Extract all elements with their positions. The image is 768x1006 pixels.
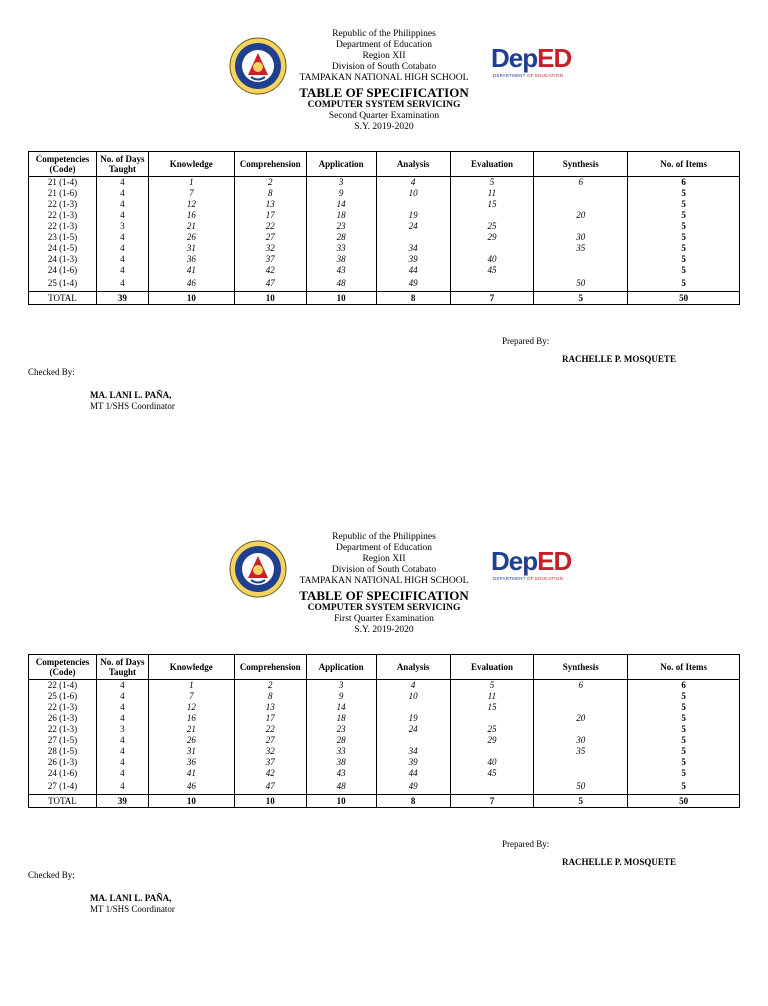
column-header: Evaluation — [450, 655, 534, 680]
checker-title: MT 1/SHS Coordinator — [90, 401, 175, 411]
table-row — [29, 757, 740, 768]
school-line: TAMPAKAN NATIONAL HIGH SCHOOL — [299, 73, 469, 83]
table-cell: 17 — [234, 713, 306, 724]
table-cell — [450, 779, 534, 795]
table-cell: 8 — [234, 691, 306, 702]
table-cell: 31 — [148, 243, 234, 254]
table-cell — [534, 221, 628, 232]
preparer-name: RACHELLE P. MOSQUETE — [562, 354, 676, 364]
column-header: Evaluation — [450, 152, 534, 177]
table-row — [29, 243, 740, 254]
table-cell: 5 — [628, 713, 740, 724]
table-cell: 30 — [534, 232, 628, 243]
table-cell: 5 — [628, 746, 740, 757]
table-cell: 22 (1-4) — [29, 680, 97, 692]
table-cell: 12 — [148, 702, 234, 713]
total-cell: 10 — [234, 292, 306, 305]
table-cell: 47 — [234, 779, 306, 795]
table-cell: 4 — [96, 210, 148, 221]
table-cell: 9 — [306, 188, 376, 199]
table-cell: 5 — [628, 779, 740, 795]
column-header: Knowledge — [148, 655, 234, 680]
table-cell — [450, 746, 534, 757]
republic-line: Republic of the Philippines — [332, 29, 436, 39]
table-cell — [534, 691, 628, 702]
table-row — [29, 221, 740, 232]
total-cell: 7 — [450, 795, 534, 808]
table-cell: 26 — [148, 735, 234, 746]
checker-name: MA. LANI L. PAÑA, — [90, 390, 172, 400]
table-cell: 49 — [376, 779, 450, 795]
table-cell: 8 — [234, 188, 306, 199]
column-header: No. of Days Taught — [96, 152, 148, 177]
document-header — [0, 29, 768, 133]
table-cell: 50 — [534, 276, 628, 292]
department-line: Department of Education — [335, 543, 433, 553]
table-row — [29, 188, 740, 199]
table-row — [29, 779, 740, 795]
table-cell — [534, 757, 628, 768]
checked-by-label: Checked By: — [28, 367, 75, 377]
table-cell: 22 (1-3) — [29, 221, 97, 232]
table-row — [29, 768, 740, 779]
table-cell: 35 — [534, 746, 628, 757]
checker-title: MT 1/SHS Coordinator — [90, 904, 175, 914]
table-cell: 38 — [306, 757, 376, 768]
table-cell: 23 (1-5) — [29, 232, 97, 243]
column-header: Knowledge — [148, 152, 234, 177]
table-row — [29, 713, 740, 724]
table-cell — [534, 265, 628, 276]
table-cell: 18 — [306, 713, 376, 724]
table-cell: 24 (1-5) — [29, 243, 97, 254]
table-cell: 10 — [376, 188, 450, 199]
table-cell: 5 — [628, 276, 740, 292]
table-cell: 26 (1-3) — [29, 757, 97, 768]
table-header-row — [29, 152, 740, 177]
table-cell: 5 — [628, 735, 740, 746]
prepared-by-label: Prepared By: — [502, 839, 550, 849]
table-cell: 3 — [96, 724, 148, 735]
table-cell: 42 — [234, 265, 306, 276]
table-cell: 2 — [234, 177, 306, 189]
total-cell: 50 — [628, 292, 740, 305]
table-cell: 44 — [376, 768, 450, 779]
total-cell: 8 — [376, 292, 450, 305]
table-cell: 27 (1-4) — [29, 779, 97, 795]
republic-line: Republic of the Philippines — [332, 532, 436, 542]
table-cell: 6 — [628, 680, 740, 692]
table-cell: 4 — [96, 757, 148, 768]
table-cell: 44 — [376, 265, 450, 276]
total-cell: 5 — [534, 795, 628, 808]
table-cell — [534, 702, 628, 713]
preparer-name: RACHELLE P. MOSQUETE — [562, 857, 676, 867]
table-cell: 5 — [628, 199, 740, 210]
column-header: Application — [306, 655, 376, 680]
total-row — [29, 292, 740, 305]
column-header: No. of Days Taught — [96, 655, 148, 680]
column-header: Comprehension — [234, 655, 306, 680]
table-row — [29, 199, 740, 210]
table-row — [29, 232, 740, 243]
table-cell: 13 — [234, 199, 306, 210]
table-cell: 4 — [96, 735, 148, 746]
table-cell: 39 — [376, 254, 450, 265]
table-cell: 29 — [450, 735, 534, 746]
table-cell: 47 — [234, 276, 306, 292]
table-row — [29, 177, 740, 189]
table-cell: 25 (1-4) — [29, 276, 97, 292]
table-cell: 4 — [96, 243, 148, 254]
table-cell: 36 — [148, 254, 234, 265]
table-cell: 22 — [234, 724, 306, 735]
table-cell: 22 — [234, 221, 306, 232]
table-row — [29, 735, 740, 746]
table-cell: 32 — [234, 746, 306, 757]
table-cell: 37 — [234, 757, 306, 768]
table-cell: 24 (1-3) — [29, 254, 97, 265]
table-cell — [534, 188, 628, 199]
table-cell: 33 — [306, 243, 376, 254]
column-header: Comprehension — [234, 152, 306, 177]
column-header: Synthesis — [534, 655, 628, 680]
table-cell: 22 (1-3) — [29, 724, 97, 735]
table-cell: 46 — [148, 779, 234, 795]
table-cell — [534, 724, 628, 735]
total-cell: 10 — [234, 795, 306, 808]
table-cell: 43 — [306, 265, 376, 276]
table-cell: 14 — [306, 702, 376, 713]
table-row — [29, 265, 740, 276]
department-line: Department of Education — [335, 40, 433, 50]
table-cell — [534, 254, 628, 265]
table-cell: 39 — [376, 757, 450, 768]
table-cell: 5 — [628, 221, 740, 232]
total-cell: TOTAL — [29, 795, 97, 808]
table-cell: 4 — [376, 680, 450, 692]
table-cell: 13 — [234, 702, 306, 713]
table-cell: 6 — [534, 177, 628, 189]
table-cell: 28 — [306, 232, 376, 243]
table-cell: 1 — [148, 680, 234, 692]
table-cell: 5 — [628, 768, 740, 779]
table-cell: 16 — [148, 210, 234, 221]
table-cell: 46 — [148, 276, 234, 292]
table-cell: 27 — [234, 232, 306, 243]
region-line: Region XII — [362, 51, 406, 61]
total-cell: 39 — [96, 292, 148, 305]
table-cell — [376, 702, 450, 713]
table-row — [29, 680, 740, 692]
table-cell: 4 — [96, 232, 148, 243]
exam-line: Second Quarter Examination — [328, 111, 440, 121]
table-row — [29, 276, 740, 292]
table-cell: 22 (1-3) — [29, 199, 97, 210]
subject-line: COMPUTER SYSTEM SERVICING — [307, 603, 461, 613]
specification-table — [28, 151, 740, 305]
table-cell: 31 — [148, 746, 234, 757]
total-cell: 5 — [534, 292, 628, 305]
total-cell: TOTAL — [29, 292, 97, 305]
table-cell: 4 — [96, 713, 148, 724]
table-cell: 38 — [306, 254, 376, 265]
table-cell: 4 — [96, 768, 148, 779]
table-cell — [534, 199, 628, 210]
table-cell: 21 — [148, 724, 234, 735]
division-line: Division of South Cotabato — [331, 62, 437, 72]
table-cell: 19 — [376, 210, 450, 221]
table-cell: 49 — [376, 276, 450, 292]
table-cell: 45 — [450, 768, 534, 779]
school-year-line: S.Y. 2019-2020 — [354, 122, 414, 132]
total-cell: 10 — [148, 292, 234, 305]
table-cell: 3 — [96, 221, 148, 232]
subject-line: COMPUTER SYSTEM SERVICING — [307, 100, 461, 110]
table-cell: 4 — [376, 177, 450, 189]
table-cell: 4 — [96, 702, 148, 713]
table-cell: 4 — [96, 177, 148, 189]
table-cell: 40 — [450, 254, 534, 265]
table-cell: 33 — [306, 746, 376, 757]
total-cell: 10 — [306, 795, 376, 808]
total-row — [29, 795, 740, 808]
table-cell — [376, 199, 450, 210]
table-cell: 17 — [234, 210, 306, 221]
table-cell: 4 — [96, 276, 148, 292]
table-cell: 25 — [450, 724, 534, 735]
table-cell: 27 — [234, 735, 306, 746]
table-cell: 20 — [534, 210, 628, 221]
table-cell: 24 (1-6) — [29, 265, 97, 276]
table-cell: 34 — [376, 746, 450, 757]
table-cell — [376, 735, 450, 746]
table-cell — [450, 243, 534, 254]
column-header: No. of Items — [628, 152, 740, 177]
table-cell: 26 — [148, 232, 234, 243]
table-cell: 5 — [628, 188, 740, 199]
total-cell: 50 — [628, 795, 740, 808]
table-cell: 35 — [534, 243, 628, 254]
table-cell: 22 (1-3) — [29, 702, 97, 713]
table-row — [29, 724, 740, 735]
table-cell: 29 — [450, 232, 534, 243]
table-cell — [450, 713, 534, 724]
document-header — [0, 532, 768, 636]
table-cell: 34 — [376, 243, 450, 254]
table-cell: 5 — [450, 177, 534, 189]
table-cell: 4 — [96, 188, 148, 199]
total-cell: 10 — [306, 292, 376, 305]
table-cell: 30 — [534, 735, 628, 746]
table-cell: 41 — [148, 768, 234, 779]
table-cell: 3 — [306, 680, 376, 692]
table-cell: 4 — [96, 691, 148, 702]
table-cell: 18 — [306, 210, 376, 221]
table-cell: 10 — [376, 691, 450, 702]
table-cell: 4 — [96, 199, 148, 210]
total-cell: 8 — [376, 795, 450, 808]
table-cell: 36 — [148, 757, 234, 768]
table-cell: 24 — [376, 221, 450, 232]
table-cell: 5 — [628, 243, 740, 254]
table-cell: 4 — [96, 680, 148, 692]
table-cell: 19 — [376, 713, 450, 724]
total-cell: 39 — [96, 795, 148, 808]
table-cell: 4 — [96, 265, 148, 276]
table-cell: 5 — [628, 232, 740, 243]
table-cell: 5 — [628, 265, 740, 276]
table-cell — [534, 768, 628, 779]
table-cell: 25 (1-6) — [29, 691, 97, 702]
deped-wordmark-logo: DepED DEPARTMENT OF EDUCATION — [491, 546, 572, 581]
table-cell: 25 — [450, 221, 534, 232]
column-header: No. of Items — [628, 655, 740, 680]
school-year-line: S.Y. 2019-2020 — [354, 625, 414, 635]
table-cell: 21 (1-6) — [29, 188, 97, 199]
column-header: Competencies (Code) — [29, 152, 97, 177]
document-title: TABLE OF SPECIFICATION — [299, 85, 469, 100]
document-title: TABLE OF SPECIFICATION — [299, 588, 469, 603]
table-cell: 28 — [306, 735, 376, 746]
table-cell: 3 — [306, 177, 376, 189]
total-cell: 10 — [148, 795, 234, 808]
table-cell: 11 — [450, 188, 534, 199]
table-cell: 15 — [450, 199, 534, 210]
table-cell: 43 — [306, 768, 376, 779]
table-header-row — [29, 655, 740, 680]
table-cell: 5 — [628, 702, 740, 713]
table-cell: 5 — [628, 691, 740, 702]
prepared-by-label: Prepared By: — [502, 336, 550, 346]
table-cell: 14 — [306, 199, 376, 210]
table-cell: 26 (1-3) — [29, 713, 97, 724]
table-cell: 28 (1-5) — [29, 746, 97, 757]
table-cell: 11 — [450, 691, 534, 702]
table-cell: 21 (1-4) — [29, 177, 97, 189]
table-cell: 50 — [534, 779, 628, 795]
table-row — [29, 210, 740, 221]
table-cell: 7 — [148, 188, 234, 199]
table-cell: 23 — [306, 221, 376, 232]
table-cell: 4 — [96, 746, 148, 757]
region-line: Region XII — [362, 554, 406, 564]
column-header: Synthesis — [534, 152, 628, 177]
table-cell: 1 — [148, 177, 234, 189]
table-cell: 24 — [376, 724, 450, 735]
column-header: Competencies (Code) — [29, 655, 97, 680]
table-cell: 27 (1-5) — [29, 735, 97, 746]
table-cell: 7 — [148, 691, 234, 702]
table-cell: 24 (1-6) — [29, 768, 97, 779]
exam-line: First Quarter Examination — [334, 614, 434, 624]
table-row — [29, 254, 740, 265]
table-cell: 48 — [306, 779, 376, 795]
table-cell: 23 — [306, 724, 376, 735]
table-cell — [450, 276, 534, 292]
table-cell: 45 — [450, 265, 534, 276]
table-row — [29, 691, 740, 702]
table-cell: 5 — [628, 254, 740, 265]
table-row — [29, 746, 740, 757]
table-cell: 37 — [234, 254, 306, 265]
table-cell: 41 — [148, 265, 234, 276]
table-cell: 6 — [534, 680, 628, 692]
table-cell: 22 (1-3) — [29, 210, 97, 221]
table-cell: 4 — [96, 779, 148, 795]
table-cell: 5 — [450, 680, 534, 692]
tos-section — [0, 503, 768, 1006]
table-cell: 21 — [148, 221, 234, 232]
division-line: Division of South Cotabato — [331, 565, 437, 575]
table-cell: 20 — [534, 713, 628, 724]
total-cell: 7 — [450, 292, 534, 305]
table-cell: 2 — [234, 680, 306, 692]
table-cell — [376, 232, 450, 243]
deped-wordmark-logo: DepED DEPARTMENT OF EDUCATION — [491, 43, 572, 78]
table-cell: 32 — [234, 243, 306, 254]
table-cell: 16 — [148, 713, 234, 724]
table-cell: 4 — [96, 254, 148, 265]
table-cell: 9 — [306, 691, 376, 702]
table-cell: 5 — [628, 210, 740, 221]
table-cell: 6 — [628, 177, 740, 189]
table-cell: 12 — [148, 199, 234, 210]
table-cell: 48 — [306, 276, 376, 292]
table-row — [29, 702, 740, 713]
table-cell: 42 — [234, 768, 306, 779]
column-header: Analysis — [376, 152, 450, 177]
school-line: TAMPAKAN NATIONAL HIGH SCHOOL — [299, 576, 469, 586]
specification-table — [28, 654, 740, 808]
checked-by-label: Checked By: — [28, 870, 75, 880]
column-header: Analysis — [376, 655, 450, 680]
table-cell: 15 — [450, 702, 534, 713]
table-cell: 5 — [628, 757, 740, 768]
table-cell — [450, 210, 534, 221]
column-header: Application — [306, 152, 376, 177]
table-cell: 40 — [450, 757, 534, 768]
table-cell: 5 — [628, 724, 740, 735]
checker-name: MA. LANI L. PAÑA, — [90, 893, 172, 903]
